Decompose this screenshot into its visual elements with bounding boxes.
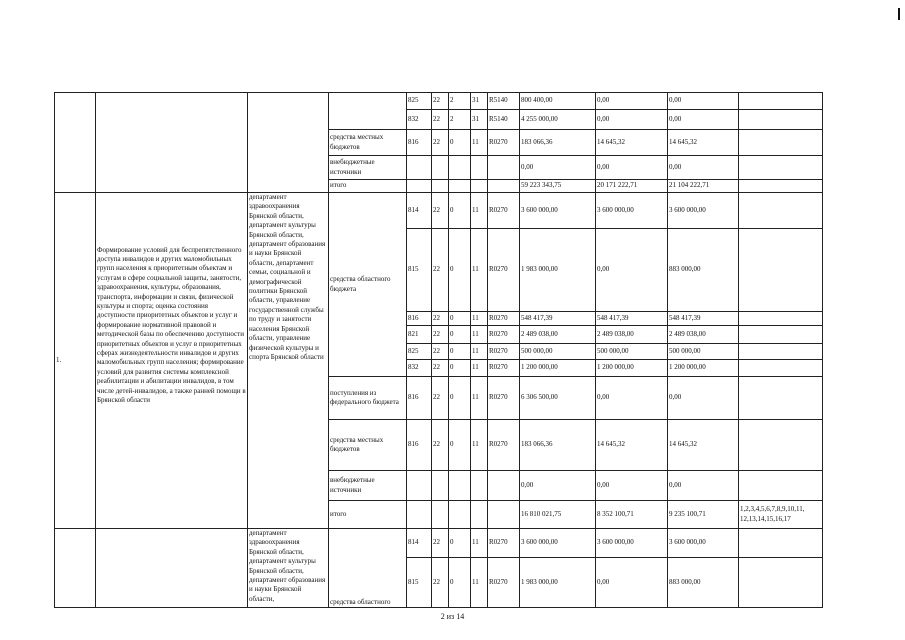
cell-subsection [449,156,471,180]
cell-code: 816 [407,420,432,471]
cell-value-3: 3 600 000,00 [668,193,739,229]
page-edge-mark [898,8,900,20]
cell-target: R0270 [488,420,520,471]
cell-value-3: 9 235 100,71 [668,501,739,529]
funding-source-federal: поступления из федерального бюджета [329,377,407,420]
cell-target: R0270 [488,229,520,312]
cell-value-2: 0,00 [596,110,668,130]
cell-source: внебюджетные источники [329,156,407,180]
cell-section [432,471,449,501]
cell-value-1: 1 983 000,00 [520,558,596,608]
cell-code: 825 [407,93,432,110]
cell-indicators [739,360,823,377]
cell-value-3: 14 645,32 [668,420,739,471]
cell-code [407,501,432,529]
cell-target: R0270 [488,558,520,608]
cell-target: R5140 [488,93,520,110]
cell-code [407,180,432,193]
measure-number: 1. [55,193,96,529]
cell-value-3: 0,00 [668,156,739,180]
cell-value-2: 0,00 [596,93,668,110]
cell-item: 31 [471,93,488,110]
cell-target: R0270 [488,130,520,156]
cell-indicators [739,110,823,130]
cell-section: 22 [432,344,449,360]
cell-value-1: 500 000,00 [520,344,596,360]
cell-value-3: 14 645,32 [668,130,739,156]
cell-value-1: 0,00 [520,156,596,180]
cell-value-2: 500 000,00 [596,344,668,360]
cell-indicators [739,420,823,471]
cell-section: 22 [432,360,449,377]
cell-num [55,529,96,608]
cell-code: 825 [407,344,432,360]
cell-item [471,471,488,501]
cell-target: R0270 [488,377,520,420]
cell-measure [96,93,248,193]
cell-subsection [449,501,471,529]
measure-description: Формирование условий для беспрепятственного доступа инвалидов и других маломобильных групп населения к приоритетным объектам и услугам в сфере социальной защиты, занятости, здравоохранения, культуры, образования, транспорта, информации и связи, физической культуры и спорта; оценка состояния доступности приоритетных объектов и услуг и формирование нормативной правовой и методической базы по обеспечению доступности приоритетных объектов и услуг в приоритетных сферах жизнедеятельности инвалидов и других маломобильных групп населения; формирование условий для развития системы комплексной реабилитации и абилитации инвалидов, в том числе детей-инвалидов, а также ранней помощи в Брянской области [96,193,248,529]
cell-section [432,180,449,193]
cell-source: средства местных бюджетов [329,130,407,156]
cell-value-3: 500 000,00 [668,344,739,360]
funding-source-regional: средства областного [329,529,407,608]
cell-value-1: 16 810 021,75 [520,501,596,529]
cell-value-3: 0,00 [668,93,739,110]
cell-executor [248,93,329,193]
cell-target [488,501,520,529]
cell-section [432,501,449,529]
cell-value-3: 0,00 [668,471,739,501]
cell-value-1: 6 306 500,00 [520,377,596,420]
cell-subsection: 0 [449,312,471,326]
cell-value-1: 183 066,36 [520,420,596,471]
cell-value-1: 183 066,36 [520,130,596,156]
cell-indicators [739,558,823,608]
cell-value-2: 8 352 100,71 [596,501,668,529]
cell-section: 22 [432,558,449,608]
cell-target: R0270 [488,529,520,558]
cell-target: R0270 [488,193,520,229]
cell-subsection: 0 [449,558,471,608]
cell-value-3: 0,00 [668,377,739,420]
cell-item [471,180,488,193]
cell-value-1: 59 223 343,75 [520,180,596,193]
cell-value-3: 1 200 000,00 [668,360,739,377]
cell-subsection [449,180,471,193]
cell-value-2: 1 200 000,00 [596,360,668,377]
cell-value-1: 1 983 000,00 [520,229,596,312]
cell-value-2: 2 489 038,00 [596,326,668,344]
cell-target: R0270 [488,344,520,360]
cell-target: R5140 [488,110,520,130]
cell-value-2: 3 600 000,00 [596,193,668,229]
cell-item: 11 [471,360,488,377]
cell-value-2: 14 645,32 [596,420,668,471]
cell-section: 22 [432,93,449,110]
cell-section: 22 [432,377,449,420]
measure-executors: департамент здравоохранения Брянской области, департамент культуры Брянской области, департамент образования и науки Брянской области, департамент семьи, социальной и демографической политики Брянской области, управление государственной службы по труду и занятости населения Брянской области, управление физической культуры и спорта Брянской области [248,193,329,529]
cell-code: 816 [407,377,432,420]
cell-num [55,93,96,193]
cell-value-2: 548 417,39 [596,312,668,326]
cell-target: R0270 [488,326,520,344]
cell-code: 832 [407,360,432,377]
table-row [55,93,823,110]
cell-subsection: 0 [449,377,471,420]
cell-value-2: 0,00 [596,377,668,420]
cell-target [488,471,520,501]
cell-value-2: 0,00 [596,471,668,501]
cell-subsection: 0 [449,529,471,558]
cell-item: 11 [471,312,488,326]
cell-target: R0270 [488,312,520,326]
funding-total-label: итого [329,501,407,529]
cell-code: 815 [407,558,432,608]
cell-value-1: 1 200 000,00 [520,360,596,377]
cell-indicators [739,471,823,501]
cell-indicators [739,193,823,229]
cell-code: 816 [407,130,432,156]
cell-section: 22 [432,312,449,326]
cell-item: 31 [471,110,488,130]
cell-measure [96,529,248,608]
funding-source-local: средства местных бюджетов [329,420,407,471]
cell-section: 22 [432,326,449,344]
cell-value-1: 3 600 000,00 [520,193,596,229]
cell-indicators [739,529,823,558]
cell-item: 11 [471,420,488,471]
cell-section: 22 [432,110,449,130]
cell-item: 11 [471,558,488,608]
cell-indicators [739,156,823,180]
cell-target [488,180,520,193]
cell-section: 22 [432,229,449,312]
cell-item [471,501,488,529]
cell-value-1: 2 489 038,00 [520,326,596,344]
cell-code: 814 [407,529,432,558]
cell-subsection [449,471,471,501]
cell-value-1: 0,00 [520,471,596,501]
cell-section: 22 [432,130,449,156]
cell-code: 821 [407,326,432,344]
cell-source: итого [329,180,407,193]
table-row [55,193,823,229]
cell-subsection: 2 [449,93,471,110]
cell-code: 832 [407,110,432,130]
funding-source-offbudget: внебюджетные источники [329,471,407,501]
cell-value-3: 3 600 000,00 [668,529,739,558]
cell-indicators [739,229,823,312]
cell-item: 11 [471,130,488,156]
cell-indicators [739,93,823,110]
cell-item: 11 [471,229,488,312]
cell-item: 11 [471,377,488,420]
cell-value-2: 0,00 [596,156,668,180]
cell-indicators [739,312,823,326]
cell-subsection: 0 [449,344,471,360]
cell-indicators [739,377,823,420]
cell-value-2: 3 600 000,00 [596,529,668,558]
cell-section [432,156,449,180]
cell-value-1: 4 255 000,00 [520,110,596,130]
cell-item: 11 [471,326,488,344]
cell-subsection: 0 [449,130,471,156]
cell-value-1: 800 400,00 [520,93,596,110]
cell-code: 814 [407,193,432,229]
cell-code: 816 [407,312,432,326]
cell-subsection: 0 [449,326,471,344]
cell-source [329,93,407,130]
cell-section: 22 [432,529,449,558]
cell-value-3: 0,00 [668,110,739,130]
cell-subsection: 0 [449,360,471,377]
cell-value-2: 0,00 [596,558,668,608]
cell-item [471,156,488,180]
indicator-numbers: 1,2,3,4,5,6,7,8,9,10,11, 12,13,14,15,16,17 [739,501,823,529]
cell-subsection: 0 [449,193,471,229]
cell-value-3: 2 489 038,00 [668,326,739,344]
cell-value-3: 883 000,00 [668,558,739,608]
cell-value-3: 21 104 222,71 [668,180,739,193]
cell-value-3: 883 000,00 [668,229,739,312]
cell-indicators [739,130,823,156]
cell-subsection: 2 [449,110,471,130]
cell-value-2: 20 171 222,71 [596,180,668,193]
cell-item: 11 [471,529,488,558]
cell-value-2: 14 645,32 [596,130,668,156]
funding-source-regional: средства областного бюджета [329,193,407,377]
page-number: 2 из 14 [440,612,465,621]
cell-value-1: 548 417,39 [520,312,596,326]
cell-subsection: 0 [449,420,471,471]
cell-item: 11 [471,193,488,229]
table-row [55,529,823,558]
cell-target [488,156,520,180]
cell-value-3: 548 417,39 [668,312,739,326]
budget-table [54,92,823,608]
cell-value-1: 3 600 000,00 [520,529,596,558]
cell-subsection: 0 [449,229,471,312]
measure-executors: департамент здравоохранения Брянской области, департамент культуры Брянской области, департамент образования и науки Брянской области, [248,529,329,608]
cell-indicators [739,180,823,193]
cell-code: 815 [407,229,432,312]
cell-code [407,471,432,501]
cell-value-2: 0,00 [596,229,668,312]
cell-item: 11 [471,344,488,360]
cell-target: R0270 [488,360,520,377]
cell-section: 22 [432,420,449,471]
cell-section: 22 [432,193,449,229]
cell-indicators [739,344,823,360]
cell-code [407,156,432,180]
cell-indicators [739,326,823,344]
